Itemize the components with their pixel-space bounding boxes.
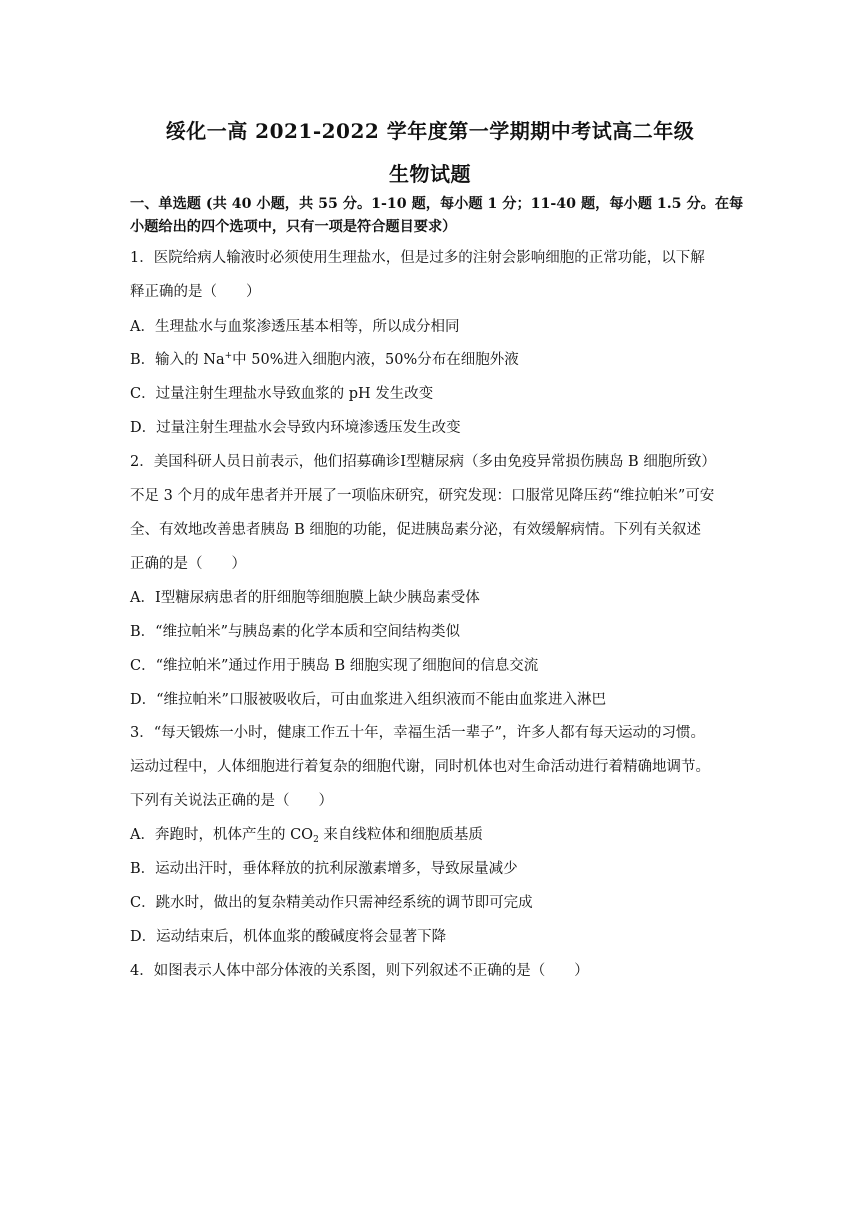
q1-option-b <box>130 348 519 369</box>
q2-stem-line2: 不足 3 个月的成年患者并开展了一项临床研究，研究发现：口服常见降压药“维拉帕米”可安 <box>130 488 715 504</box>
q3-option-d: D．运动结束后，机体血浆的酸碱度将会显著下降 <box>130 929 447 945</box>
q3-option-c: C．跳水时，做出的复杂精美动作只需神经系统的调节即可完成 <box>130 895 533 911</box>
q2-option-b: B．“维拉帕米”与胰岛素的化学本质和空间结构类似 <box>130 624 460 640</box>
q3-option-a-subscript: 2 <box>313 835 319 845</box>
q1-option-b-superscript: + <box>224 351 233 361</box>
q1-stem-line2: 释正确的是（ ） <box>130 284 261 300</box>
q1-option-b-text-rest: 中 50%进入细胞内液，50%分布在细胞外液 <box>232 352 519 368</box>
q1-option-b-text: B．输入的 Na <box>130 352 225 368</box>
section-heading: 一、单选题 (共 40 小题，共 55 分。1-10 题，每小题 1 分；11-40 题，每小题 1.5 分。在每小题给出的四个选项中，只有一项是符合题目要求） <box>130 196 744 235</box>
q2-option-d: D．“维拉帕米”口服被吸收后，可由血浆进入组织液而不能由血浆进入淋巴 <box>130 692 606 708</box>
q3-stem-line1: 3．“每天锻炼一小时，健康工作五十年，幸福生活一辈子”，许多人都有每天运动的习惯。 <box>130 725 706 741</box>
q2-option-c: C．“维拉帕米”通过作用于胰岛 B 细胞实现了细胞间的信息交流 <box>130 658 539 674</box>
q2-stem-line1: 2．美国科研人员日前表示，他们招募确诊Ⅰ型糖尿病（多由免疫异常损伤胰岛 B 细胞所致） <box>130 454 716 470</box>
q4-stem-line1: 4．如图表示人体中部分体液的关系图，则下列叙述不正确的是（ ） <box>130 963 589 979</box>
exam-subtitle: 生物试题 <box>389 162 471 186</box>
q3-stem-line3: 下列有关说法正确的是（ ） <box>130 793 333 809</box>
q1-option-a: A．生理盐水与血浆渗透压基本相等，所以成分相同 <box>130 319 460 335</box>
q3-stem-line2: 运动过程中，人体细胞进行着复杂的细胞代谢，同时机体也对生命活动进行着精确地调节。 <box>130 759 710 775</box>
q3-option-a-text: A．奔跑时，机体产生的 CO <box>130 827 314 843</box>
q1-option-c: C．过量注射生理盐水导致血浆的 pH 发生改变 <box>130 386 434 402</box>
q2-option-a: A．Ⅰ型糖尿病患者的肝细胞等细胞膜上缺少胰岛素受体 <box>130 590 480 606</box>
q3-option-a <box>130 823 483 844</box>
q2-stem-line3: 全、有效地改善患者胰岛 B 细胞的功能，促进胰岛素分泌，有效缓解病情。下列有关叙述 <box>130 522 701 538</box>
exam-title: 绥化一高 2021-2022 学年度第一学期期中考试高二年级 <box>165 119 695 143</box>
q2-stem-line4: 正确的是（ ） <box>130 556 246 572</box>
q1-stem-line1: 1．医院给病人输液时必须使用生理盐水，但是过多的注射会影响细胞的正常功能，以下解 <box>130 250 705 266</box>
q1-option-d: D．过量注射生理盐水会导致内环境渗透压发生改变 <box>130 420 461 436</box>
q3-option-a-text-rest: 来自线粒体和细胞质基质 <box>318 827 483 843</box>
q3-option-b: B．运动出汗时，垂体释放的抗利尿激素增多，导致尿量减少 <box>130 861 518 877</box>
